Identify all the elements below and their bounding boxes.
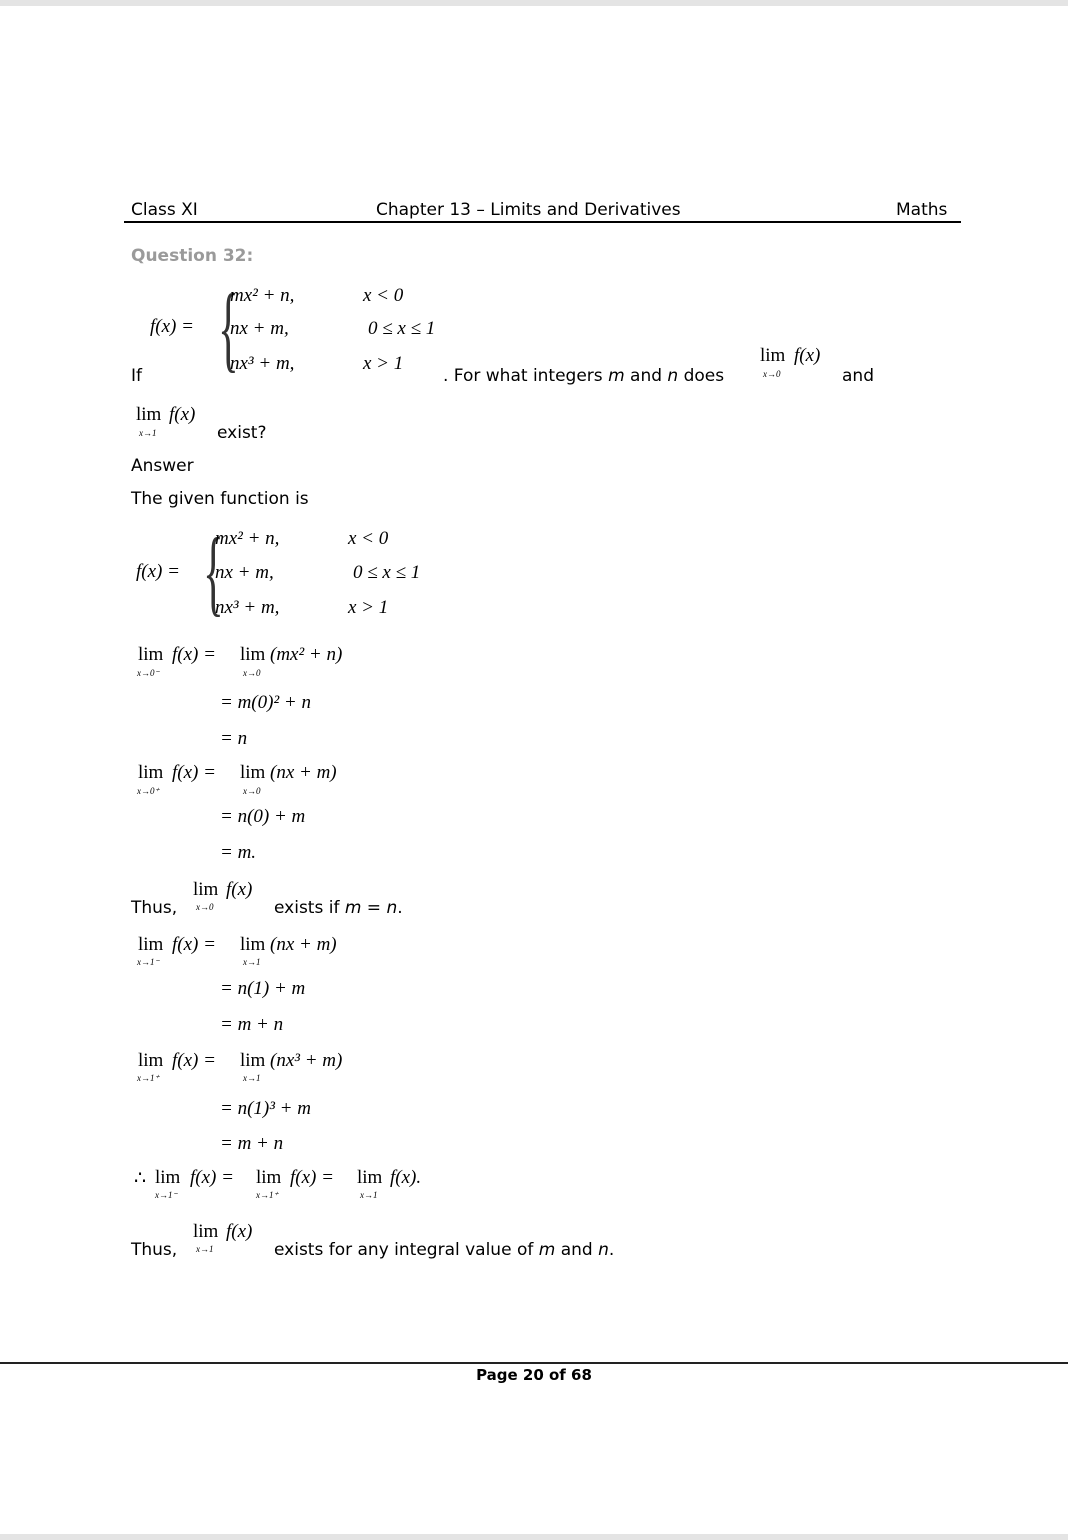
limit-label: lim — [240, 934, 266, 955]
answer-intro: The given function is — [131, 489, 309, 509]
question-title: Question 32: — [131, 246, 254, 266]
viewer-top-edge — [0, 0, 1068, 6]
limit-function: f(x) — [169, 404, 196, 425]
limit-label: lim — [240, 644, 266, 665]
viewer-bottom-edge — [0, 1534, 1068, 1540]
limit-subscript: x→0 — [243, 786, 261, 796]
limit-label: lim — [136, 404, 162, 425]
case-expr: nx + m, — [215, 562, 274, 583]
limit-label: lim — [193, 879, 219, 900]
limit-label: lim — [357, 1167, 383, 1188]
limit-label: lim — [138, 644, 164, 665]
and-text: and — [842, 366, 874, 386]
limit-subscript: x→1 — [360, 1190, 378, 1200]
limit-label: lim — [138, 762, 164, 783]
case-cond: 0 ≤ x ≤ 1 — [353, 562, 421, 583]
limit-subscript: x→1⁺ — [256, 1190, 279, 1200]
limit-label: lim — [240, 1050, 266, 1071]
question-text: . For what integers m and n does — [443, 366, 725, 386]
limit-function: f(x) — [794, 345, 821, 366]
left-brace: { — [203, 518, 224, 625]
limit-expression: (mx² + n) — [270, 644, 343, 665]
thus-label: Thus, — [131, 898, 178, 918]
limit-function: f(x). — [390, 1167, 422, 1188]
piecewise-lhs: f(x) = — [150, 316, 194, 337]
limit-label: lim — [138, 1050, 164, 1071]
limit-subscript: x→1 — [243, 1073, 261, 1083]
limit-subscript: x→0⁻ — [137, 668, 160, 678]
limit-function: f(x) = — [290, 1167, 334, 1188]
limit-function: f(x) — [226, 1221, 253, 1242]
final-conclusion: exists for any integral value of m and n. — [274, 1240, 615, 1260]
limit-subscript: x→1 — [139, 428, 157, 438]
case-expr: mx² + n, — [215, 528, 280, 549]
header-chapter: Chapter 13 – Limits and Derivatives — [376, 200, 681, 220]
limit-function: f(x) = — [172, 934, 216, 955]
limit-subscript: x→0 — [243, 668, 261, 678]
limit-label: lim — [256, 1167, 282, 1188]
step: = m. — [220, 842, 257, 863]
limit-function: f(x) = — [190, 1167, 234, 1188]
case-expr: nx³ + m, — [215, 597, 280, 618]
footer-rule — [0, 1362, 1068, 1364]
step: = n — [220, 728, 248, 749]
piecewise-lhs: f(x) = — [136, 561, 180, 582]
step: = m + n — [220, 1133, 284, 1154]
limit-expression: (nx + m) — [270, 762, 337, 783]
limit-subscript: x→1⁻ — [137, 957, 160, 967]
case-cond: x < 0 — [363, 285, 404, 306]
limit-function: f(x) = — [172, 644, 216, 665]
step: = n(1) + m — [220, 978, 306, 999]
limit-function: f(x) = — [172, 1050, 216, 1071]
limit-subscript: x→0 — [763, 369, 781, 379]
limit-label: lim — [155, 1167, 181, 1188]
case-cond: 0 ≤ x ≤ 1 — [368, 318, 436, 339]
limit-subscript: x→1 — [243, 957, 261, 967]
limit-subscript: x→1 — [196, 1244, 214, 1254]
limit-label: lim — [138, 934, 164, 955]
limit-subscript: x→1⁺ — [137, 1073, 160, 1083]
header-rule — [124, 221, 961, 223]
case-expr: mx² + n, — [230, 285, 295, 306]
limit-label: lim — [193, 1221, 219, 1242]
step: = m(0)² + n — [220, 692, 311, 713]
step: = m + n — [220, 1014, 284, 1035]
case-expr: nx + m, — [230, 318, 289, 339]
step: = n(0) + m — [220, 806, 306, 827]
limit-function: f(x) = — [172, 762, 216, 783]
left-brace: { — [218, 274, 239, 381]
step: = n(1)³ + m — [220, 1098, 311, 1119]
limit-subscript: x→0 — [196, 902, 214, 912]
limit-expression: (nx + m) — [270, 934, 337, 955]
thus-label: Thus, — [131, 1240, 178, 1260]
case-cond: x > 1 — [348, 597, 389, 618]
limit-subscript: x→0⁺ — [137, 786, 160, 796]
exist-text: exist? — [217, 423, 267, 443]
limit-subscript: x→1⁻ — [155, 1190, 178, 1200]
limit-function: f(x) — [226, 879, 253, 900]
if-label: If — [131, 366, 142, 386]
limit-label: lim — [240, 762, 266, 783]
case-cond: x < 0 — [348, 528, 389, 549]
header-subject: Maths — [896, 200, 948, 220]
header-class: Class XI — [131, 200, 198, 220]
case-expr: nx³ + m, — [230, 353, 295, 374]
limit-expression: (nx³ + m) — [270, 1050, 343, 1071]
therefore-symbol: ∴ — [134, 1168, 147, 1189]
thus-conclusion: exists if m = n. — [274, 898, 403, 918]
page-number: Page 20 of 68 — [476, 1366, 592, 1384]
answer-label: Answer — [131, 456, 194, 476]
case-cond: x > 1 — [363, 353, 404, 374]
limit-label: lim — [760, 345, 786, 366]
